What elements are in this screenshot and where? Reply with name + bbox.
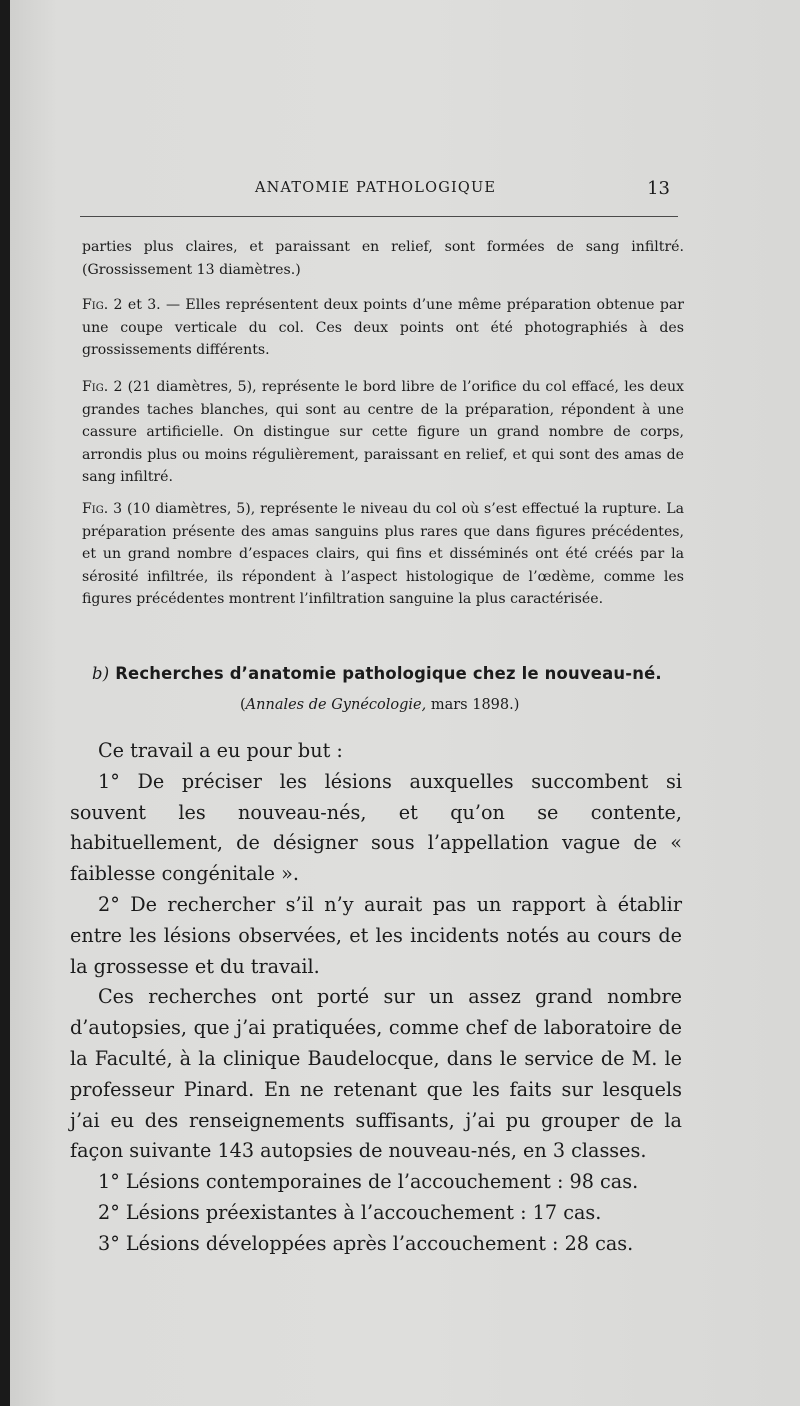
list-item: 1° Lésions contemporaines de l’accouchement : 98 cas.: [98, 1170, 639, 1194]
section-title-text: Recherches d’anatomie pathologique chez le nouveau-né.: [115, 664, 662, 683]
fig-label: Fig.: [82, 379, 109, 395]
body-paragraph: 2° De rechercher s’il n’y aurait pas un rapport à établir entre les lésions observées, et les incidents notés au cours de la grossesse et du travail.: [70, 892, 682, 978]
figure-note-fig-2-3: [82, 294, 684, 362]
figure-note-intro: parties plus claires, et paraissant en relief, sont formées de sang infiltré. (Grossissement 13 diamètres.): [82, 239, 684, 278]
section-citation: [240, 697, 519, 713]
body-paragraph: Ce travail a eu pour but :: [98, 739, 343, 762]
running-header: [80, 180, 670, 204]
body-paragraph: 1° De préciser les lésions auxquelles succombent si souvent les nouveau-nés, et qu’on se contente, habituellement, de désigner sous l’appellation vague de « faiblesse congénitale ».: [70, 769, 682, 886]
citation-date: mars 1898.): [426, 697, 520, 713]
list-item: 2° Lésions préexistantes à l’accouchement : 17 cas.: [98, 1200, 602, 1224]
fig-label: Fig.: [82, 297, 109, 313]
body-paragraph: Ces recherches ont porté sur un assez grand nombre d’autopsies, que j’ai pratiquées, comme chef de laboratoire de la Faculté, à la clinique Baudelocque, dans le service de M. le professeur Pinard. En ne retenant que les faits sur lesquels j’ai eu des renseignements suffisants, j’ai pu grouper de la façon suivante 143 autopsies de nouveau-nés, en 3 classes.: [70, 985, 682, 1163]
section-heading: [92, 664, 692, 683]
list-item: 3° Lésions développées après l’accouchement : 28 cas.: [98, 1231, 634, 1255]
fig-label: Fig.: [82, 501, 109, 517]
running-title: ANATOMIE PATHOLOGIQUE: [255, 180, 497, 196]
book-page: [10, 0, 800, 1406]
section-label: b): [92, 664, 110, 683]
page-number: 13: [647, 178, 670, 199]
figure-note-fig-3: [82, 498, 684, 611]
figure-note-fig-2: [82, 376, 684, 489]
main-body: [70, 736, 682, 1260]
fig-text: 2 et 3. — Elles représentent deux points d’une même préparation obtenue par une coupe verticale du col. Ces deux points ont été photographiés à des grossissements différents.: [82, 297, 684, 359]
citation-journal: Annales de Gynécologie,: [245, 697, 427, 713]
header-rule: [80, 216, 678, 217]
fig-text: 3 (10 diamètres, 5), représente le niveau du col où s’est effectué la rupture. La préparation présente des amas sanguins plus rares que dans figures précédentes, et un grand nombre d’espaces clairs, qui fins et disséminés ont été créés par la sérosité infiltrée, ils répondent à l’aspect histologique de l’œdème, comme les figures précédentes montrent l’infiltration sanguine la plus caractérisée.: [82, 501, 684, 608]
fig-text: 2 (21 diamètres, 5), représente le bord libre de l’orifice du col effacé, les deux grandes taches blanches, qui sont au centre de la préparation, répondent à une cassure artificielle. On distingue sur cette figure un grand nombre de corps, arrondis plus ou moins régulièrement, paraissant en relief, et qui sont des amas de sang infiltré.: [82, 379, 684, 486]
citation-open: (: [240, 697, 246, 713]
